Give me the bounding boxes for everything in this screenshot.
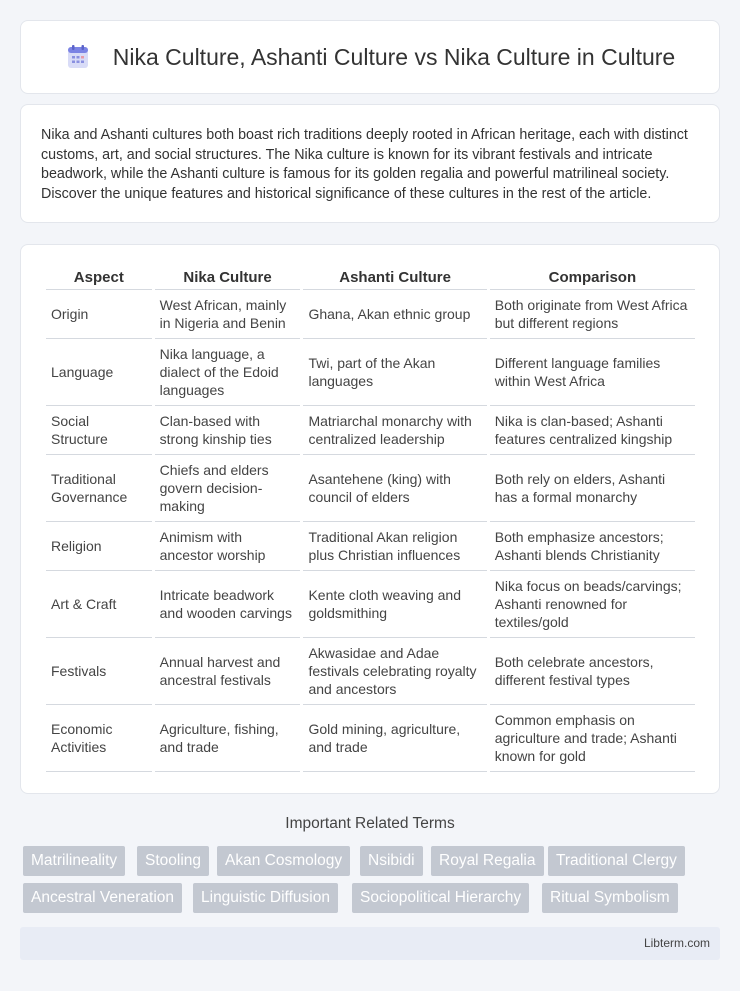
table-cell: Economic Activities [46,705,152,772]
table-cell: Common emphasis on agriculture and trade; Ashanti known for gold [490,705,695,772]
table-cell: Social Structure [46,406,152,455]
table-cell: Traditional Akan religion plus Christian influences [303,522,486,571]
table-cell: Both emphasize ancestors; Ashanti blends Christianity [490,522,695,571]
table-cell: Matriarchal monarchy with centralized leadership [303,406,486,455]
column-header-comparison: Comparison [490,266,695,290]
document-icon [65,44,91,70]
table-row [46,339,695,406]
table-cell: Art & Craft [46,571,152,638]
table-cell: Nika focus on beads/carvings; Ashanti renowned for textiles/gold [490,571,695,638]
table-cell: Festivals [46,638,152,705]
table-cell: Both originate from West Africa but different regions [490,290,695,339]
table-row [46,522,695,571]
table-cell: Ghana, Akan ethnic group [303,290,486,339]
table-cell: Twi, part of the Akan languages [303,339,486,406]
table-cell: Chiefs and elders govern decision-making [155,455,301,522]
related-term-tag[interactable]: Ritual Symbolism [542,883,678,913]
table-cell: Akwasidae and Adae festivals celebrating royalty and ancestors [303,638,486,705]
related-term-tag[interactable]: Traditional Clergy [548,846,685,876]
table-cell: Asantehene (king) with council of elders [303,455,486,522]
table-cell: West African, mainly in Nigeria and Benin [155,290,301,339]
table-cell: Intricate beadwork and wooden carvings [155,571,301,638]
table-row [46,705,695,772]
table-cell: Both celebrate ancestors, different festival types [490,638,695,705]
related-term-tag[interactable]: Stooling [137,846,209,876]
comparison-table-card [20,244,720,794]
footer-site-link[interactable]: Libterm.com [643,936,710,950]
table-cell: Origin [46,290,152,339]
table-cell: Religion [46,522,152,571]
table-cell: Agriculture, fishing, and trade [155,705,301,772]
related-term-tag[interactable]: Nsibidi [360,846,423,876]
table-cell: Language [46,339,152,406]
related-term-tag[interactable]: Royal Regalia [431,846,544,876]
table-row [46,290,695,339]
footer [20,927,720,960]
column-header-aspect: Aspect [46,266,152,290]
table-cell: Nika is clan-based; Ashanti features centralized kingship [490,406,695,455]
table-cell: Annual harvest and ancestral festivals [155,638,301,705]
related-term-tag[interactable]: Akan Cosmology [217,846,350,876]
column-header-nika: Nika Culture [155,266,301,290]
intro-card [20,104,720,223]
table-cell: Traditional Governance [46,455,152,522]
table-row [46,406,695,455]
header-card [20,20,720,94]
table-cell: Animism with ancestor worship [155,522,301,571]
related-term-tag[interactable]: Matrilineality [23,846,125,876]
table-row [46,638,695,705]
table-cell: Both rely on elders, Ashanti has a formal monarchy [490,455,695,522]
intro-text: Nika and Ashanti cultures both boast rich traditions deeply rooted in African heritage, each with distinct customs, art, and social structures. The Nika culture is known for its vibrant festivals and intricate beadwork, while the Ashanti culture is famous for its golden regalia and powerful matrilineal society. Discover the unique features and historical significance of these cultures in the rest of the article. [41,127,688,202]
table-cell: Kente cloth weaving and goldsmithing [303,571,486,638]
column-header-ashanti: Ashanti Culture [303,266,486,290]
related-terms-title: Important Related Terms [285,815,455,832]
table-cell: Nika language, a dialect of the Edoid languages [155,339,301,406]
table-row [46,455,695,522]
table-cell: Different language families within West Africa [490,339,695,406]
related-term-tag[interactable]: Sociopolitical Hierarchy [352,883,529,913]
table-cell: Clan-based with strong kinship ties [155,406,301,455]
related-term-tag[interactable]: Ancestral Veneration [23,883,182,913]
table-header-row [46,266,695,290]
page-title: Nika Culture, Ashanti Culture vs Nika Culture in Culture [112,43,676,70]
related-term-tag[interactable]: Linguistic Diffusion [193,883,338,913]
comparison-table [43,266,698,772]
header [65,44,675,71]
table-row [46,571,695,638]
table-cell: Gold mining, agriculture, and trade [303,705,486,772]
